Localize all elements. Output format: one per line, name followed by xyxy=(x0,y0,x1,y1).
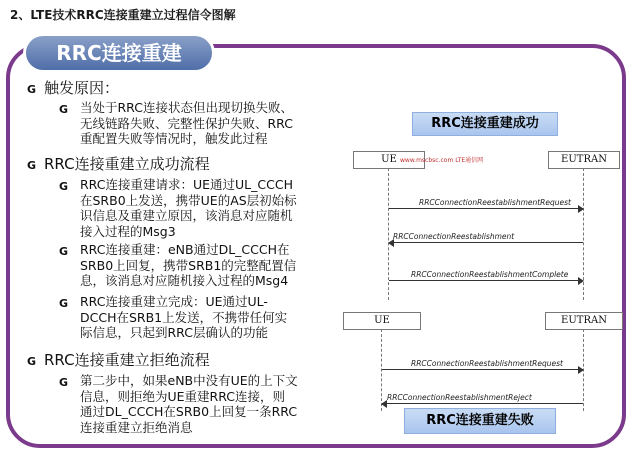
bullet-icon: G xyxy=(59,103,69,116)
bullet-icon: G xyxy=(59,180,69,193)
bullet-icon: G xyxy=(59,376,69,389)
bullet-trigger-detail: 当处于RRC连接状态但出现切换失败、 无线链路失败、完整性保护失败、RRC 重配置失败等情况时，触发此过程 xyxy=(80,100,293,146)
message-arrow xyxy=(389,280,583,281)
message-label: RRCConnectionReestablishmentRequest xyxy=(411,359,563,368)
slide-title: RRC连接重建 xyxy=(26,36,212,70)
bullet-reject-heading: RRC连接重建立拒绝流程 xyxy=(44,351,210,369)
bullet-success-heading: RRC连接重建立成功流程 xyxy=(44,155,210,173)
failure-banner: RRC连接重建失败 xyxy=(404,408,556,434)
ue-lifeline xyxy=(381,329,382,411)
page-heading: 2、LTE技术RRC连接重建立过程信令图解 xyxy=(10,8,236,22)
bullet-icon: G xyxy=(27,83,37,96)
eutran-box: EUTRAN xyxy=(545,312,623,330)
message-arrow xyxy=(382,369,583,370)
watermark: www.mscbsc.com LTE通信网 xyxy=(400,157,484,164)
message-arrow xyxy=(389,242,583,243)
bullet-icon: G xyxy=(27,355,37,368)
bullet-reestablishment-detail: RRC连接重建：eNB通过DL_CCCH在 SRB0上回复，携带SRB1的完整配置信 息，该消息对应随机接入过程的Msg4 xyxy=(80,242,297,288)
message-label: RRCConnectionReestablishment xyxy=(393,232,515,241)
message-label: RRCConnectionReestablishmentComplete xyxy=(411,270,569,279)
bullet-icon: G xyxy=(27,159,37,172)
message-arrow xyxy=(389,208,583,209)
bullet-complete-detail: RRC连接重建立完成：UE通过UL- DCCH在SRB1上发送，不携带任何实 际信息，只起到RRC层确认的功能 xyxy=(80,294,288,340)
bullet-reject-detail: 第二步中，如果eNB中没有UE的上下文 信息，则拒绝为UE重建RRC连接，则 通过DL_CCCH在SRB0上回复一条RRC 连接重建立拒绝消息 xyxy=(80,373,298,435)
eutran-box: EUTRAN xyxy=(548,151,620,169)
message-label: RRCConnectionReestablishmentReject xyxy=(387,393,532,402)
bullet-request-detail: RRC连接重建请求：UE通过UL_CCCH 在SRB0上发送，携带UE的AS层初始标 识信息及重建立原因，该消息对应随机 接入过程的Msg3 xyxy=(80,177,297,239)
message-arrow xyxy=(382,403,583,404)
bullet-icon: G xyxy=(59,245,69,258)
ue-box: UE xyxy=(353,151,425,169)
message-label: RRCConnectionReestablishmentRequest xyxy=(419,198,571,207)
success-banner: RRC连接重建成功 xyxy=(412,112,558,136)
bullet-icon: G xyxy=(59,297,69,310)
bullet-trigger-heading: 触发原因： xyxy=(44,79,120,97)
ue-box: UE xyxy=(343,312,421,330)
